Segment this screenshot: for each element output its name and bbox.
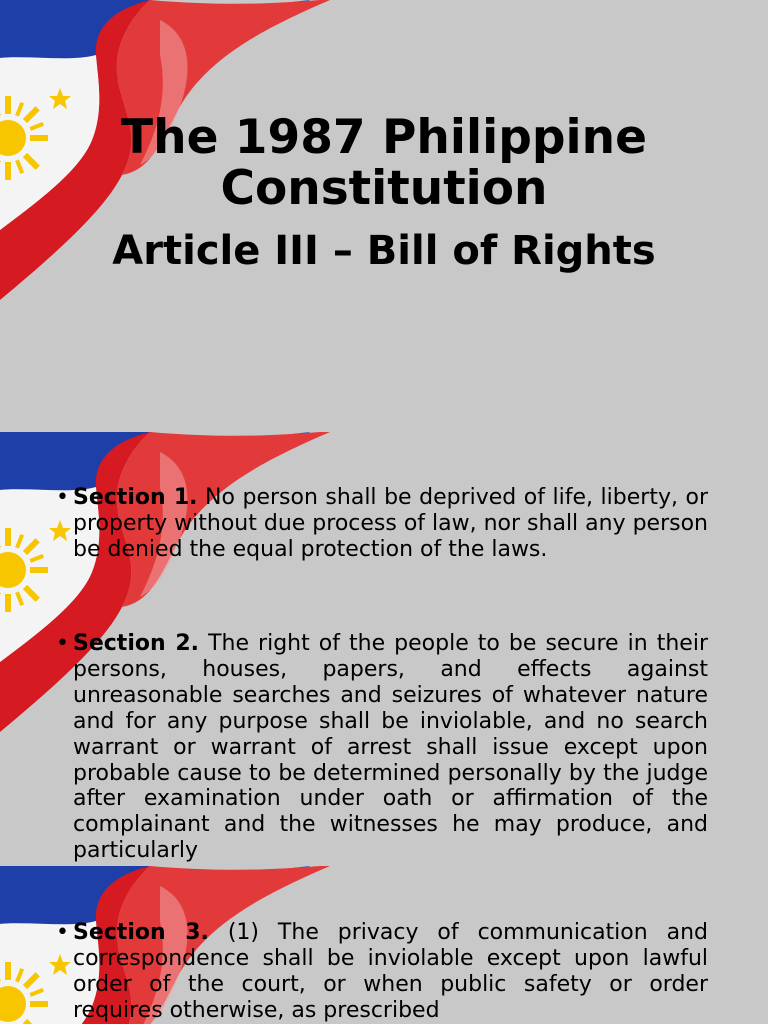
section-1-label: Section 1. xyxy=(73,485,198,510)
section-3-text: (1) The privacy of communication and correspondence shall be inviolable except upon lawful order of the court, or when public safety or order requires otherwise, as prescribed xyxy=(73,920,709,1023)
section-1-bullet xyxy=(56,485,708,563)
slide-subtitle: Article III – Bill of Rights xyxy=(112,228,656,274)
section-2-bullet xyxy=(56,631,708,864)
content-slide-1 xyxy=(0,432,768,866)
slide-title: The 1987 Philippine Constitution xyxy=(121,110,647,216)
section-3-bullet xyxy=(56,920,708,1024)
content-slide-2 xyxy=(0,866,768,1024)
bullet-dot: • xyxy=(56,920,69,945)
section-1-text: No person shall be deprived of life, liberty, or property without due process of law, nor shall any person be denied the equal protection of the laws. xyxy=(73,485,709,562)
bullet-dot: • xyxy=(56,631,69,656)
section-3-label: Section 3. xyxy=(73,920,209,945)
section-2-text: The right of the people to be secure in their persons, houses, papers, and effects against unreasonable searches and seizures of whatever nature and for any purpose shall be inviolable, and no search warrant or warrant of arrest shall issue except upon probable cause to be determined personally by the judge after examination under oath or affirmation of the complainant and the witnesses he may produce, and particularly xyxy=(73,631,709,864)
section-2-label: Section 2. xyxy=(73,631,200,656)
bullet-dot: • xyxy=(56,485,69,510)
title-slide xyxy=(0,0,768,432)
